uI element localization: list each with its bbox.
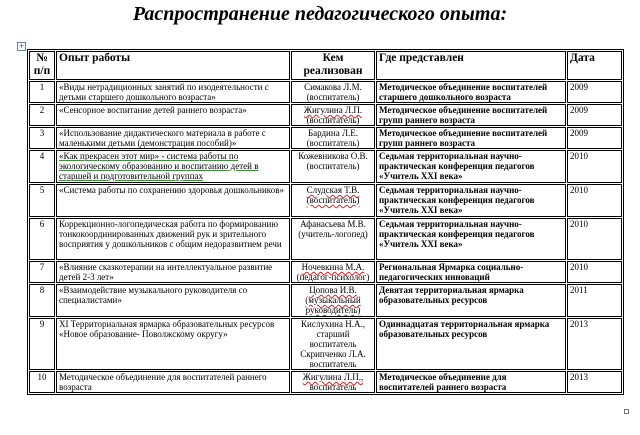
cell-who	[291, 184, 375, 217]
who-text: Слудская Т.В. (воспитатель)	[306, 185, 360, 205]
table-row	[29, 261, 622, 283]
cell-who: Кожевникова О.В. (воспитатель)	[291, 150, 375, 183]
cell-num: 10	[29, 371, 55, 393]
cell-date: 2011	[567, 284, 622, 317]
table-row	[29, 104, 622, 126]
cell-experience: «Влияние сказкотерапии на интеллектуальное развитие детей 2-3 лет»	[56, 261, 290, 283]
cell-who	[291, 261, 375, 283]
table-row	[29, 218, 622, 260]
cell-date: 2010	[567, 150, 622, 183]
cell-where: Методическое объединение воспитателей групп раннего возраста	[376, 127, 566, 149]
move-handle-icon[interactable]: +	[18, 42, 25, 50]
table-row	[29, 284, 622, 317]
table-row	[29, 81, 622, 103]
cell-num: 1	[29, 81, 55, 103]
cell-where: Седьмая территориальная научно-практическая конференция педагогов «Учитель XXI века»	[376, 184, 566, 217]
cell-who: Кислухина Н.А., старший воспитатель Скрипченко Л.А. воспитатель	[291, 318, 375, 370]
cell-experience: «Виды нетрадиционных занятий по изодеятельности с детьми старшего дошкольного возраста»	[56, 81, 290, 103]
table-header-row	[29, 51, 622, 80]
cell-where: Одиннадцатая территориальная ярмарка образовательных ресурсов	[376, 318, 566, 370]
cell-where: Седьмая территориальная научно-практическая конференция педагогов «Учитель XXI века»	[376, 218, 566, 260]
cell-num: 7	[29, 261, 55, 283]
cell-who	[291, 371, 375, 393]
cell-experience: «Сенсорное воспитание детей раннего возраста»	[56, 104, 290, 126]
cell-num: 9	[29, 318, 55, 370]
cell-date: 2010	[567, 184, 622, 217]
cell-experience: Коррекционно-логопедическая работа по формированию тонкокоординированных движений рук и зрительного восприятия у дошкольников с общим недоразвитием речи	[56, 218, 290, 260]
cell-num: 5	[29, 184, 55, 217]
cell-num: 3	[29, 127, 55, 149]
page-title: Распространение педагогического опыта:	[132, 3, 508, 25]
cell-where: Методическое объединение воспитателей старшего дошкольного возраста	[376, 81, 566, 103]
cell-where: Девятая территориальная ярмарка образовательных ресурсов	[376, 284, 566, 317]
table-row	[29, 150, 622, 183]
cell-num: 2	[29, 104, 55, 126]
table-row	[29, 184, 622, 217]
table-row	[29, 371, 622, 393]
experience-text: «Как прекрасен этот мир» - система работы по экологическому образованию и воспитанию детей в старшей и подготовительной группах	[59, 151, 259, 181]
header-who: Кем реализован	[291, 51, 375, 80]
who-text: Ночевкина М.А. (педагог-психолог)	[296, 262, 370, 282]
cell-who	[291, 284, 375, 317]
header-date: Дата	[567, 51, 622, 80]
cell-where: Региональная Ярмарка социально-педагогических инноваций	[376, 261, 566, 283]
cell-experience	[56, 150, 290, 183]
who-text: Жигулина Л.П., воспитатель	[302, 372, 364, 392]
cell-where: Методическое объединение воспитателей групп раннего возраста	[376, 104, 566, 126]
table-row	[29, 318, 622, 370]
cell-experience: Методическое объединение для воспитателей раннего возраста	[56, 371, 290, 393]
cell-date: 2010	[567, 218, 622, 260]
header-experience: Опыт работы	[56, 51, 290, 80]
cell-where: Седьмая территориальная научно-практическая конференция педагогов «Учитель XXI века»	[376, 150, 566, 183]
who-text: Жигулина Л.П. (воспитатель)	[303, 105, 363, 125]
cell-num: 8	[29, 284, 55, 317]
cell-num: 6	[29, 218, 55, 260]
cell-date: 2013	[567, 371, 622, 393]
cell-who: Бардина Л.Е. (воспитатель)	[291, 127, 375, 149]
experience-table	[27, 49, 624, 395]
cell-date: 2013	[567, 318, 622, 370]
cell-who: Симакова Л.М. (воспитатель)	[291, 81, 375, 103]
cell-experience: «Система работы по сохранению здоровья дошкольников»	[56, 184, 290, 217]
header-num: № п/п	[29, 51, 55, 80]
cell-who: Афанасьева М.В. (учитель-логопед)	[291, 218, 375, 260]
cell-who	[291, 104, 375, 126]
cell-experience: XI Территориальная ярмарка образовательных ресурсов «Новое образование- Поволжскому округу»	[56, 318, 290, 370]
cell-num: 4	[29, 150, 55, 183]
who-text: Цопова И.В. (музыкальный руководитель)	[305, 285, 361, 315]
cell-date: 2009	[567, 104, 622, 126]
resize-handle[interactable]	[624, 409, 629, 414]
cell-date: 2009	[567, 81, 622, 103]
table-row	[29, 127, 622, 149]
cell-experience: «Использование дидактического материала в работе с маленькими детьми (демонстрация пособий)»	[56, 127, 290, 149]
header-where: Где представлен	[376, 51, 566, 80]
cell-where: Методическое объединение для воспитателей раннего возраста	[376, 371, 566, 393]
cell-date: 2009	[567, 127, 622, 149]
cell-experience: «Взаимодействие музыкального руководителя со специалистами»	[56, 284, 290, 317]
cell-date: 2010	[567, 261, 622, 283]
